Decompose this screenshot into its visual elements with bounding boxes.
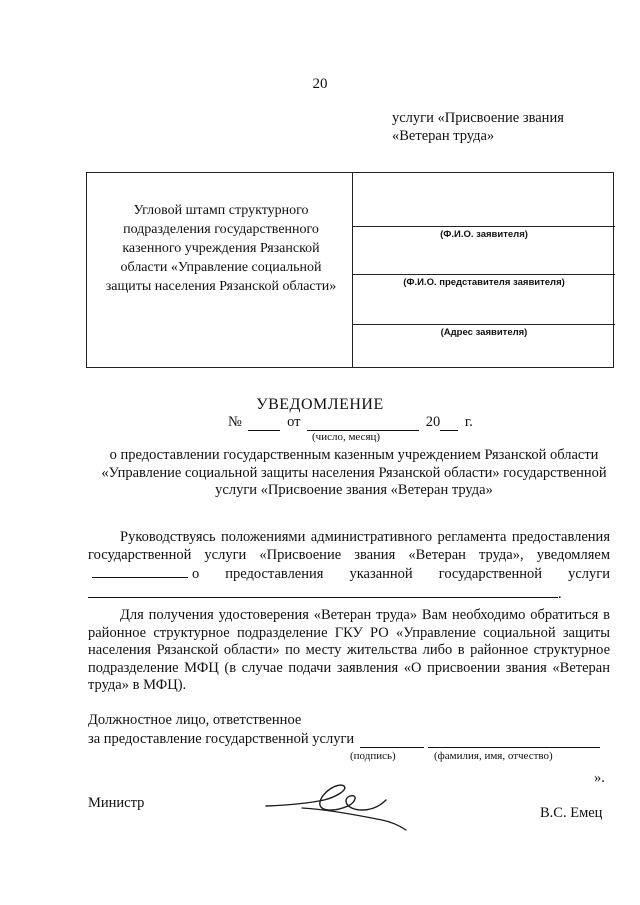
signature-caption: (подпись) [350,750,396,762]
stamp-line: области «Управление социальной [120,260,322,275]
notice-number-line [228,414,473,431]
stamp-line: защиты населения Рязанской области» [105,279,337,294]
stamp-line: подразделения государственного [123,222,319,237]
year-prefix: 20 [425,414,441,430]
official-label-2: за предоставление государственной услуги [88,731,355,747]
stamp-line: казенного учреждения Рязанской [122,241,320,256]
notice-title: УВЕДОМЛЕНИЕ [256,396,384,413]
paragraph-regulation [88,529,610,603]
representative-caption: (Ф.И.О. представителя заявителя) [403,277,565,288]
official-label-1: Должностное лицо, ответственное [88,712,302,728]
address-caption: (Адрес заявителя) [440,327,528,338]
applicant-address-field[interactable] [353,324,615,325]
paragraph1-text-a: Руководствуясь положениями административного регламента предоставления государственной услуги «Присвоение звания «Ветеран труда», уведомляем [88,529,610,563]
closing-quote: ». [594,770,605,786]
date-caption: (число, месяц) [312,431,381,443]
page-number: 20 [312,76,328,92]
number-field[interactable] [248,416,280,431]
signature-field[interactable] [360,747,424,748]
subtitle-line: о предоставлении государственным казенным учреждением Рязанской области [109,447,599,463]
date-field[interactable] [307,416,419,431]
year-field[interactable] [440,416,458,431]
paragraph1-end: . [558,585,562,602]
header-note-line2: «Ветеран труда» [392,128,495,144]
year-suffix: г. [464,414,473,430]
minister-name: В.С. Емец [540,805,603,821]
minister-title: Министр [88,795,145,811]
from-word: от [287,414,301,430]
service-field[interactable] [88,584,558,598]
full-name-caption: (фамилия, имя, отчество) [434,750,553,762]
full-name-field[interactable] [428,747,600,748]
paragraph-instructions: Для получения удостоверения «Ветеран труда» Вам необходимо обратиться в районное структурное подразделение ГКУ РО «Управление социальной защиты населения Рязанской области» по месту жительства либо в районное структурное подразделение МФЦ (в случае подачи заявления «О присвоении звания «Ветеран труда» в МФЦ). [88,607,610,693]
header-note [392,109,564,145]
applicant-name-field[interactable] [353,226,615,227]
subtitle-line: услуги «Присвоение звания «Ветеран труда» [215,482,493,498]
stamp-table [86,172,614,368]
paragraph1-text-b: о предоставления указанной государственной услуги [192,566,610,582]
decision-field[interactable] [92,564,188,578]
stamp-line: Угловой штамп структурного [133,203,309,218]
notice-subtitle [88,447,620,500]
number-sign: № [228,414,242,430]
corner-stamp-text [101,201,341,296]
header-note-line1: услуги «Присвоение звания [392,110,564,126]
applicant-name-caption: (Ф.И.О. заявителя) [440,229,528,240]
handwritten-signature-icon [262,778,412,836]
subtitle-line: «Управление социальной защиты населения Рязанской области» государственной [101,464,607,481]
representative-name-field[interactable] [353,274,615,275]
